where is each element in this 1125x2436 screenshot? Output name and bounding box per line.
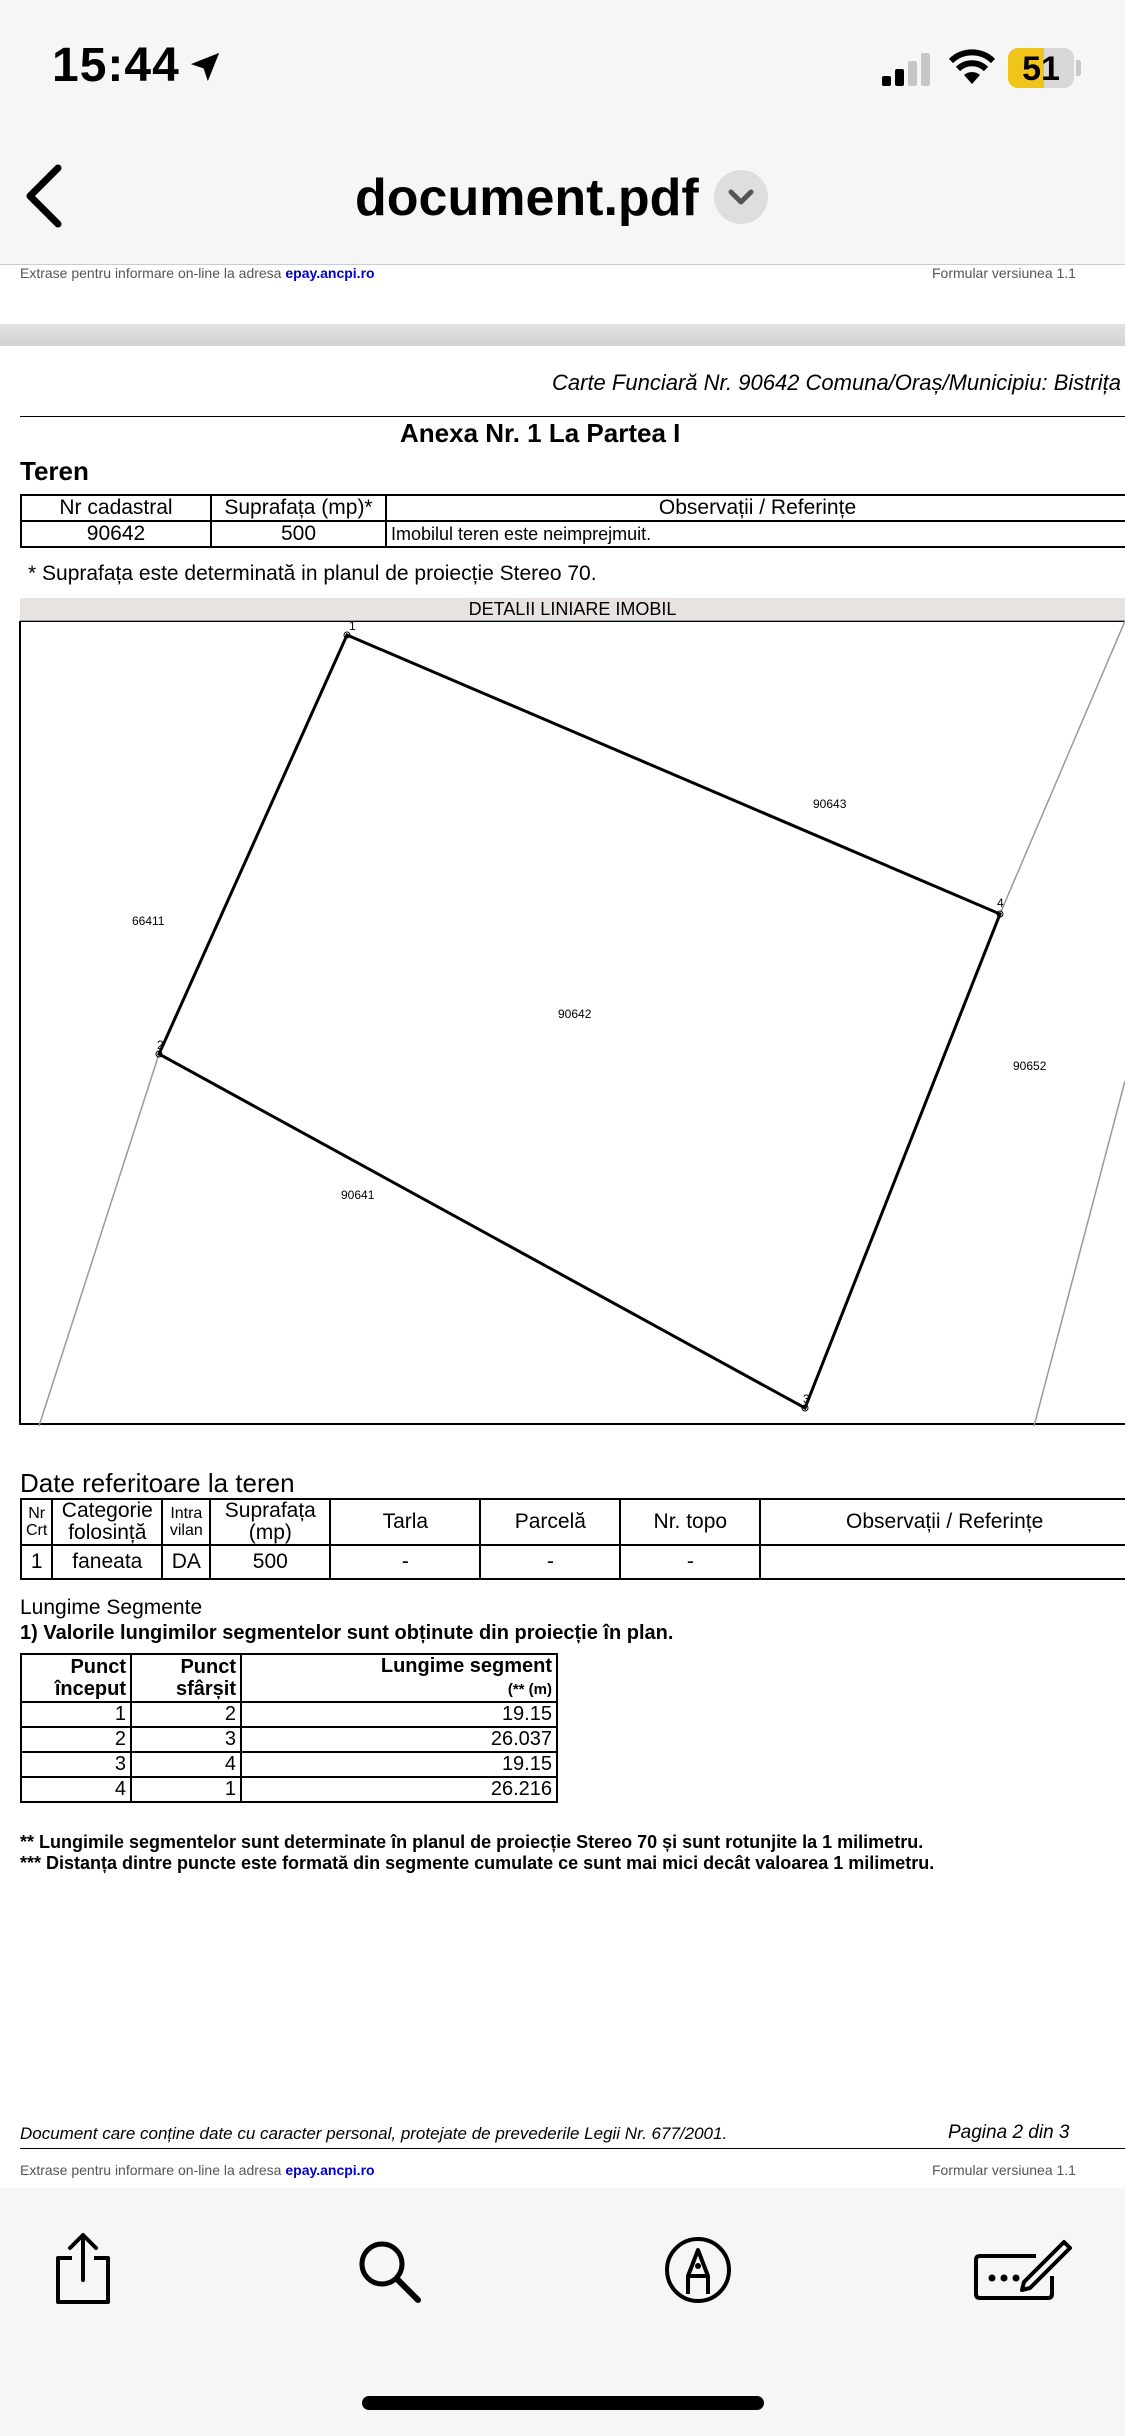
table-row <box>21 1752 557 1777</box>
table-cell: Imobilul teren este neimprejmuit. <box>386 521 1125 547</box>
signature-icon[interactable] <box>972 2238 1072 2304</box>
footer-text: Extrase pentru informare on-line la adresa <box>20 2162 286 2178</box>
date-teren-table <box>20 1498 1125 1580</box>
footer-text: Extrase pentru informare on-line la adresa <box>20 265 286 281</box>
title-menu-button[interactable] <box>714 170 768 224</box>
table-cell: 2 <box>131 1702 241 1727</box>
battery-indicator <box>1008 48 1074 88</box>
table-cell: - <box>480 1545 620 1579</box>
page-separator <box>0 324 1125 346</box>
table-header-cell: Punct început <box>21 1654 131 1702</box>
table-header-row <box>21 495 1125 521</box>
teren-table <box>20 494 1125 548</box>
table-cell: 2 <box>21 1727 131 1752</box>
pdf-page-2 <box>0 346 1125 2188</box>
segments-note-2: *** Distanța dintre puncte este formată din segmente cumulate ce sunt mai mici decât valoarea 1 milimetru. <box>20 1853 935 1873</box>
table-cell: 4 <box>21 1777 131 1802</box>
segments-note-1: ** Lungimile segmentelor sunt determinate în planul de proiecție Stereo 70 și sunt rotunjite la 1 milimetru. <box>20 1832 924 1852</box>
table-cell <box>760 1545 1125 1579</box>
table-cell: - <box>620 1545 760 1579</box>
plan-frame <box>20 621 1125 1424</box>
vertex-4-label: 4 <box>997 896 1004 910</box>
plan-title-bar: DETALII LINIARE IMOBIL <box>20 598 1125 621</box>
parcel-label-west: 66411 <box>132 914 165 928</box>
page-footer-left <box>20 2162 375 2178</box>
footer-link[interactable]: epay.ancpi.ro <box>285 265 375 281</box>
table-cell: 3 <box>21 1752 131 1777</box>
table-cell: - <box>330 1545 480 1579</box>
table-cell: 19.15 <box>241 1752 557 1777</box>
surface-note: * Suprafața este determinată in planul de proiecție Stereo 70. <box>28 562 597 585</box>
table-row <box>21 1777 557 1802</box>
segments-subtitle: 1) Valorile lungimilor segmentelor sunt obținute din proiecție în plan. <box>20 1622 674 1644</box>
privacy-note: Document care conține date cu caracter personal, protejate de prevederile Legii Nr. 677/2001. <box>20 2124 728 2143</box>
parcel-label-south: 90641 <box>341 1188 375 1202</box>
table-header-cell: Punct sfârșit <box>131 1654 241 1702</box>
table-header-cell: Nr. topo <box>620 1499 760 1545</box>
table-cell: 1 <box>21 1545 52 1579</box>
markup-icon[interactable] <box>664 2236 732 2304</box>
table-row <box>21 1545 1125 1579</box>
table-header-cell: Nr cadastral <box>21 495 211 521</box>
table-header-cell: Nr Crt <box>21 1499 52 1545</box>
table-header-cell: Observații / Referințe <box>760 1499 1125 1545</box>
table-cell: 19.15 <box>241 1702 557 1727</box>
home-indicator[interactable] <box>362 2396 764 2410</box>
table-cell: 1 <box>21 1702 131 1727</box>
share-icon[interactable] <box>52 2232 114 2306</box>
segments-title: Lungime Segmente <box>20 1596 203 1619</box>
vertex-2-label: 2 <box>157 1038 164 1052</box>
previous-page-footer-left <box>20 265 375 281</box>
table-header-cell: Parcelă <box>480 1499 620 1545</box>
table-header-cell: Observații / Referințe <box>386 495 1125 521</box>
table-header-cell: Intra vilan <box>162 1499 210 1545</box>
table-cell: 4 <box>131 1752 241 1777</box>
page-footer-right: Formular versiunea 1.1 <box>932 2162 1076 2178</box>
table-header-row <box>21 1499 1125 1545</box>
search-icon[interactable] <box>356 2238 422 2304</box>
table-header-cell <box>241 1654 557 1702</box>
wifi-icon <box>948 48 996 86</box>
table-cell: faneata <box>52 1545 162 1579</box>
table-cell: DA <box>162 1545 210 1579</box>
previous-page-bottom <box>0 264 1125 325</box>
cellular-signal-icon <box>880 52 934 86</box>
back-chevron-icon[interactable] <box>24 164 64 228</box>
table-row <box>21 1702 557 1727</box>
chevron-down-icon <box>714 170 768 224</box>
table-header-row <box>21 1654 557 1702</box>
table-cell: 500 <box>210 1545 330 1579</box>
parcel-plan-drawing <box>19 621 1125 1426</box>
parcel-label-center: 90642 <box>558 1007 592 1021</box>
parcel-label-north: 90643 <box>813 797 847 811</box>
battery-percent: 51 <box>1022 50 1060 88</box>
previous-page-footer-right: Formular versiunea 1.1 <box>932 265 1076 281</box>
date-teren-title: Date referitoare la teren <box>20 1468 295 1498</box>
table-header-cell: Tarla <box>330 1499 480 1545</box>
table-cell: 1 <box>131 1777 241 1802</box>
battery-tip <box>1076 60 1081 76</box>
section-teren-title: Teren <box>20 456 89 486</box>
status-time: 15:44 <box>52 39 180 92</box>
status-bar <box>0 0 1125 140</box>
page-number: Pagina 2 din 3 <box>948 2122 1070 2143</box>
table-cell: 3 <box>131 1727 241 1752</box>
document-header-line: Carte Funciară Nr. 90642 Comuna/Oraș/Municipiu: Bistrița <box>552 370 1121 395</box>
footer-rule <box>20 2148 1125 2149</box>
header-rule <box>20 416 1125 417</box>
vertex-1-label: 1 <box>349 621 356 633</box>
table-row <box>21 521 1125 547</box>
table-header-cell: Suprafața (mp)* <box>211 495 386 521</box>
document-title[interactable]: document.pdf <box>355 169 699 227</box>
annex-title: Anexa Nr. 1 La Partea I <box>400 418 681 448</box>
table-header-cell: Categorie folosință <box>52 1499 162 1545</box>
segment-unit-header: (** (m) <box>507 1681 552 1698</box>
vertex-3-label: 3 <box>803 1392 810 1406</box>
footer-link[interactable]: epay.ancpi.ro <box>285 2162 375 2178</box>
table-row <box>21 1727 557 1752</box>
table-cell: 26.216 <box>241 1777 557 1802</box>
table-cell: 26.037 <box>241 1727 557 1752</box>
table-cell: 500 <box>211 521 386 547</box>
location-arrow-icon <box>188 50 222 84</box>
parcel-label-east: 90652 <box>1013 1059 1047 1073</box>
table-cell: 90642 <box>21 521 211 547</box>
table-header-cell: Suprafața (mp) <box>210 1499 330 1545</box>
segments-table <box>20 1653 558 1803</box>
segment-length-header: Lungime segment <box>380 1655 552 1677</box>
